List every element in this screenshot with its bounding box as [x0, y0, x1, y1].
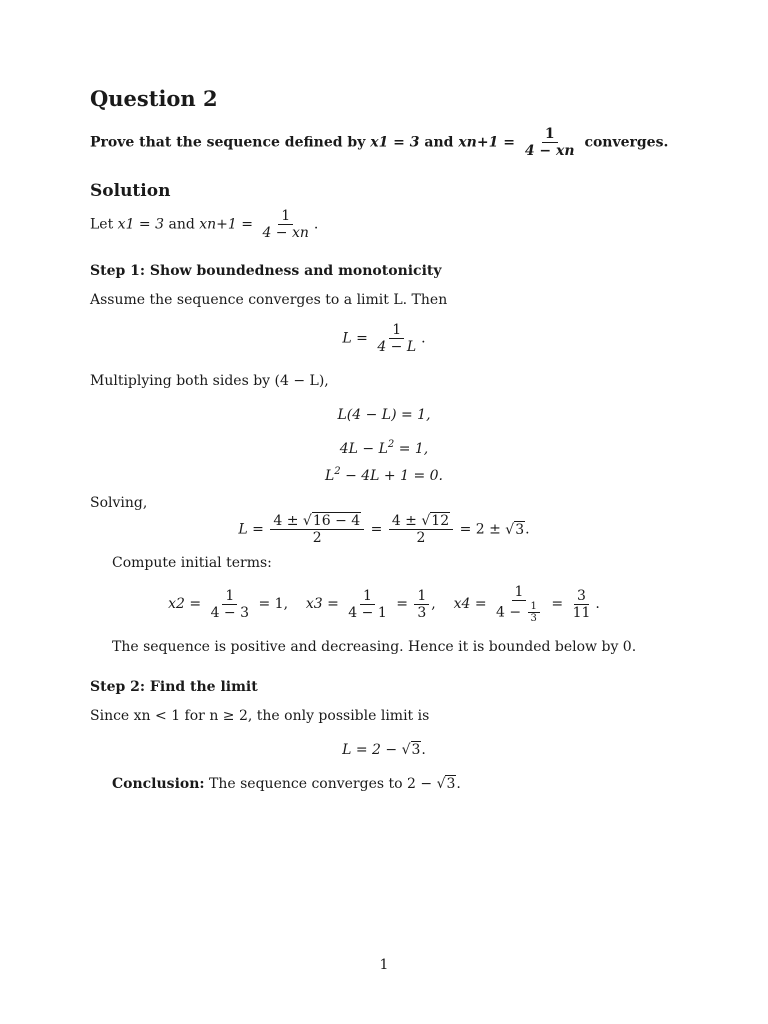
prompt-frac-num: 1 — [542, 126, 558, 143]
x4-num: 1 — [512, 584, 527, 601]
x4-den-snum: 1 — [528, 601, 540, 613]
prompt-xn1: xn+1 = — [458, 134, 515, 151]
sqrt-symbol: √12 — [421, 513, 450, 529]
x2-den: 4 − 3 — [210, 604, 250, 621]
x3-fraction — [345, 588, 389, 621]
prompt-and: and — [424, 134, 454, 151]
x4-rnum: 3 — [574, 588, 589, 605]
conclusion-text: The sequence converges to 2 − — [209, 776, 433, 792]
x2-lhs: x2 = — [168, 596, 202, 612]
limit-eq-num: 1 — [389, 322, 404, 339]
x3-rden: 3 — [417, 604, 427, 621]
solution-rhs-rad: 3 — [515, 521, 525, 538]
x2-fraction — [208, 588, 252, 621]
x3-comma: , — [431, 596, 436, 612]
solution-heading: Solution — [90, 181, 171, 201]
limit-result — [0, 741, 768, 759]
x3-eq: = — [396, 596, 408, 612]
let-x1: x1 = 3 — [117, 216, 165, 233]
limit-result-a: L = 2 − — [342, 742, 398, 758]
solution-fraction-1 — [270, 513, 364, 546]
limit-eq-den: 4 − L — [377, 339, 417, 355]
limit-equation — [0, 322, 768, 355]
sqrt-symbol: √3 — [505, 521, 525, 538]
x4-result — [570, 588, 594, 621]
conclusion-period: . — [456, 776, 461, 792]
x4-rden: 11 — [572, 604, 591, 621]
x3-lhs: x3 = — [305, 596, 339, 612]
solution-fraction-2 — [389, 513, 453, 546]
let-frac-num: 1 — [278, 208, 293, 225]
since-text: Since xn < 1 for n ≥ 2, the only possible limit is — [90, 708, 430, 724]
sqrt-symbol: √3 — [436, 776, 456, 792]
solution-den1: 2 — [312, 530, 322, 546]
quadratic-solution — [0, 513, 768, 546]
x3-den: 4 − 1 — [348, 604, 387, 621]
x4-den-a: 4 − — [496, 604, 522, 621]
positive-text: The sequence is positive and decreasing. Hence it is bounded below by 0. — [112, 639, 637, 655]
limit-eq-fraction — [374, 322, 419, 355]
page-number: 1 — [379, 957, 389, 973]
equation-3 — [0, 467, 768, 485]
prompt-fraction — [522, 126, 578, 159]
solution-rhs-period: . — [525, 521, 530, 538]
x4-fraction — [493, 584, 545, 624]
x2-num: 1 — [222, 588, 237, 605]
solution-num2-a: 4 ± — [391, 513, 417, 529]
x4-eq: = — [551, 596, 564, 612]
solving-text: Solving, — [90, 495, 148, 511]
x4-period: . — [595, 596, 600, 612]
x3-num: 1 — [360, 588, 375, 605]
x4-lhs: x4 = — [453, 596, 487, 612]
question-prompt — [90, 126, 678, 159]
x4-den-sden: 3 — [530, 613, 537, 624]
equation-2 — [0, 440, 768, 458]
let-and: and — [168, 216, 195, 233]
let-xn1: xn+1 = — [199, 216, 253, 233]
equation-2-a: 4L − L — [339, 441, 388, 457]
x3-result — [414, 588, 429, 621]
limit-eq-period: . — [421, 330, 426, 347]
let-frac-den: 4 − xn — [262, 225, 309, 241]
assume-text: Assume the sequence converges to a limit L. Then — [90, 292, 448, 308]
sqrt-symbol: √16 − 4 — [302, 513, 361, 529]
let-statement — [90, 208, 678, 241]
limit-eq-lhs: L = — [342, 330, 368, 347]
limit-result-rad: 3 — [411, 742, 421, 758]
solution-num1-a: 4 ± — [273, 513, 299, 529]
equation-2-b: = 1, — [394, 441, 429, 457]
conclusion-label: Conclusion: — [112, 776, 205, 792]
question-title: Question 2 — [90, 86, 218, 111]
equation-1: L(4 − L) = 1, — [337, 407, 431, 423]
solution-num2-rad: 12 — [431, 513, 450, 529]
equation-3-b: − 4L + 1 = 0. — [340, 468, 444, 484]
step2-heading: Step 2: Find the limit — [90, 679, 258, 695]
solution-num1-rad: 16 − 4 — [312, 513, 361, 529]
equation-3-a: L — [324, 468, 335, 484]
let-text: Let — [90, 216, 114, 233]
x2-rhs: = 1, — [258, 596, 289, 612]
solution-den2: 2 — [416, 530, 426, 546]
prompt-tail: converges. — [584, 134, 669, 151]
conclusion — [112, 775, 678, 793]
multiply-text: Multiplying both sides by (4 − L), — [90, 373, 329, 389]
let-fraction — [259, 208, 311, 241]
prompt-frac-den: 4 − xn — [524, 143, 575, 159]
solution-eq: = — [370, 521, 383, 538]
x4-den-fraction — [528, 601, 540, 624]
initial-terms — [0, 584, 768, 624]
prompt-x1: x1 = 3 — [370, 134, 420, 151]
x3-rnum: 1 — [414, 588, 429, 605]
prompt-lead: Prove that the sequence defined by — [90, 134, 366, 151]
compute-text: Compute initial terms: — [112, 555, 272, 571]
equation-2-sup: 2 — [387, 439, 395, 450]
sqrt-symbol: √3 — [401, 742, 421, 758]
step1-heading: Step 1: Show boundedness and monotonicity — [90, 263, 442, 279]
let-period: . — [313, 216, 319, 233]
limit-result-period: . — [421, 742, 426, 758]
solution-lhs: L = — [238, 521, 264, 538]
equation-3-sup: 2 — [334, 466, 341, 477]
solution-rhs-a: = 2 ± — [459, 521, 501, 538]
conclusion-rad: 3 — [446, 776, 456, 792]
